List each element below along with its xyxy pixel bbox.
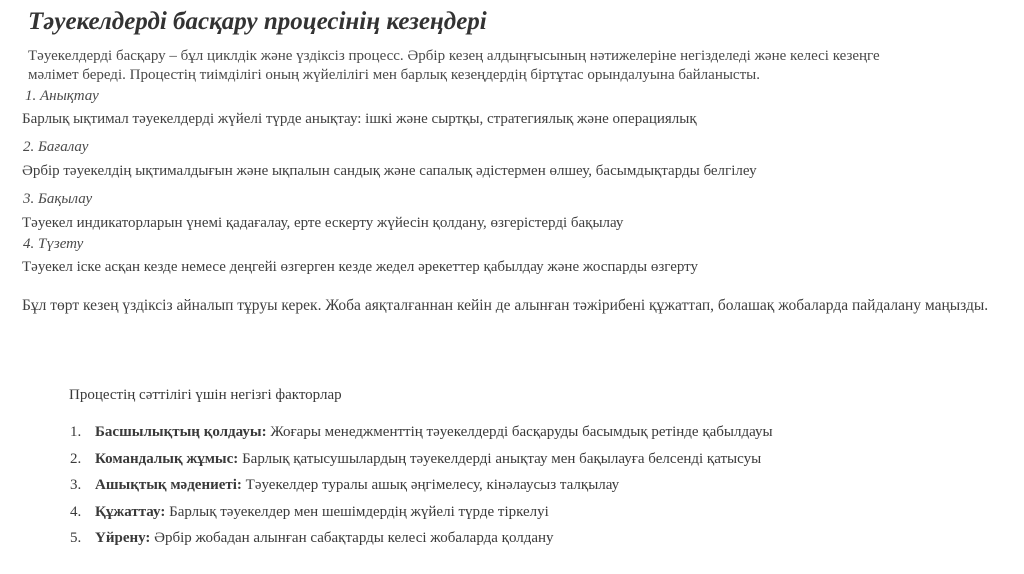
- factor-item-3: [70, 477, 619, 494]
- factor-number: 5.: [70, 530, 82, 546]
- stage-1-description: Барлық ықтимал тәуекелдерді жүйелі түрде анықтау: ішкі және сыртқы, стратегиялық және операциялық: [22, 111, 697, 127]
- stage-1-title: 1. Анықтау: [25, 88, 99, 104]
- factor-number: 4.: [70, 504, 82, 520]
- stage-2-title: 2. Бағалау: [23, 139, 89, 155]
- factors-heading: Процестің сәттілігі үшін негізгі факторлар: [69, 387, 342, 403]
- summary-paragraph: Бұл төрт кезең үздіксіз айналып тұруы керек. Жоба аяқталғаннан кейін де алынған тәжірибені құжаттап, болашақ жобаларда пайдалану маңызды.: [22, 297, 989, 314]
- factor-label: Құжаттау:: [95, 504, 166, 520]
- stage-4-description: Тәуекел іске асқан кезде немесе деңгейі өзгерген кезде жедел әрекеттер қабылдау және жоспарды өзгерту: [22, 259, 699, 275]
- factor-number: 2.: [70, 451, 82, 467]
- factor-item-1: [70, 424, 773, 441]
- intro-paragraph: [28, 47, 880, 85]
- factor-label: Командалық жұмыс:: [95, 451, 239, 467]
- intro-line-1: Тәуекелдерді басқару – бұл циклдік және үздіксіз процесс. Әрбір кезең алдыңғысының нәтижелеріне негізделеді және келесі кезеңге: [28, 48, 880, 64]
- factor-label: Ашықтық мәдениеті:: [95, 477, 242, 493]
- factor-text: Барлық қатысушылардың тәуекелдерді анықтау мен бақылауға белсенді қатысуы: [238, 451, 762, 467]
- stage-3-title: 3. Бақылау: [23, 191, 93, 207]
- stage-2-description: Әрбір тәуекелдің ықтималдығын және ықпалын сандық және сапалық әдістермен өлшеу, басымдықтарды белгілеу: [22, 163, 757, 179]
- stage-3-description: Тәуекел индикаторларын үнемі қадағалау, ерте ескерту жүйесін қолдану, өзгерістерді бақылау: [22, 215, 624, 231]
- factor-label: Басшылықтың қолдауы:: [95, 424, 267, 440]
- factor-item-2: [70, 451, 761, 468]
- page-title: Тәуекелдерді басқару процесінің кезеңдері: [28, 8, 487, 35]
- factor-item-4: [70, 504, 549, 521]
- factor-text: Әрбір жобадан алынған сабақтарды келесі жобаларда қолдану: [150, 530, 554, 546]
- factor-text: Тәуекелдер туралы ашық әңгімелесу, кінәлаусыз талқылау: [241, 477, 620, 493]
- stage-4-title: 4. Түзету: [23, 236, 84, 252]
- factor-label: Үйрену:: [95, 530, 151, 546]
- factor-text: Жоғары менеджменттің тәуекелдерді басқаруды басымдық ретінде қабылдауы: [266, 424, 773, 440]
- factor-item-5: [70, 530, 554, 547]
- intro-line-2: мәлімет береді. Процестің тиімділігі оның жүйелілігі мен барлық кезеңдердің біртұтас орындалуына байланысты.: [28, 67, 760, 83]
- factor-text: Барлық тәуекелдер мен шешімдердің жүйелі түрде тіркелуі: [165, 504, 549, 520]
- factor-number: 1.: [70, 424, 82, 440]
- factor-number: 3.: [70, 477, 82, 493]
